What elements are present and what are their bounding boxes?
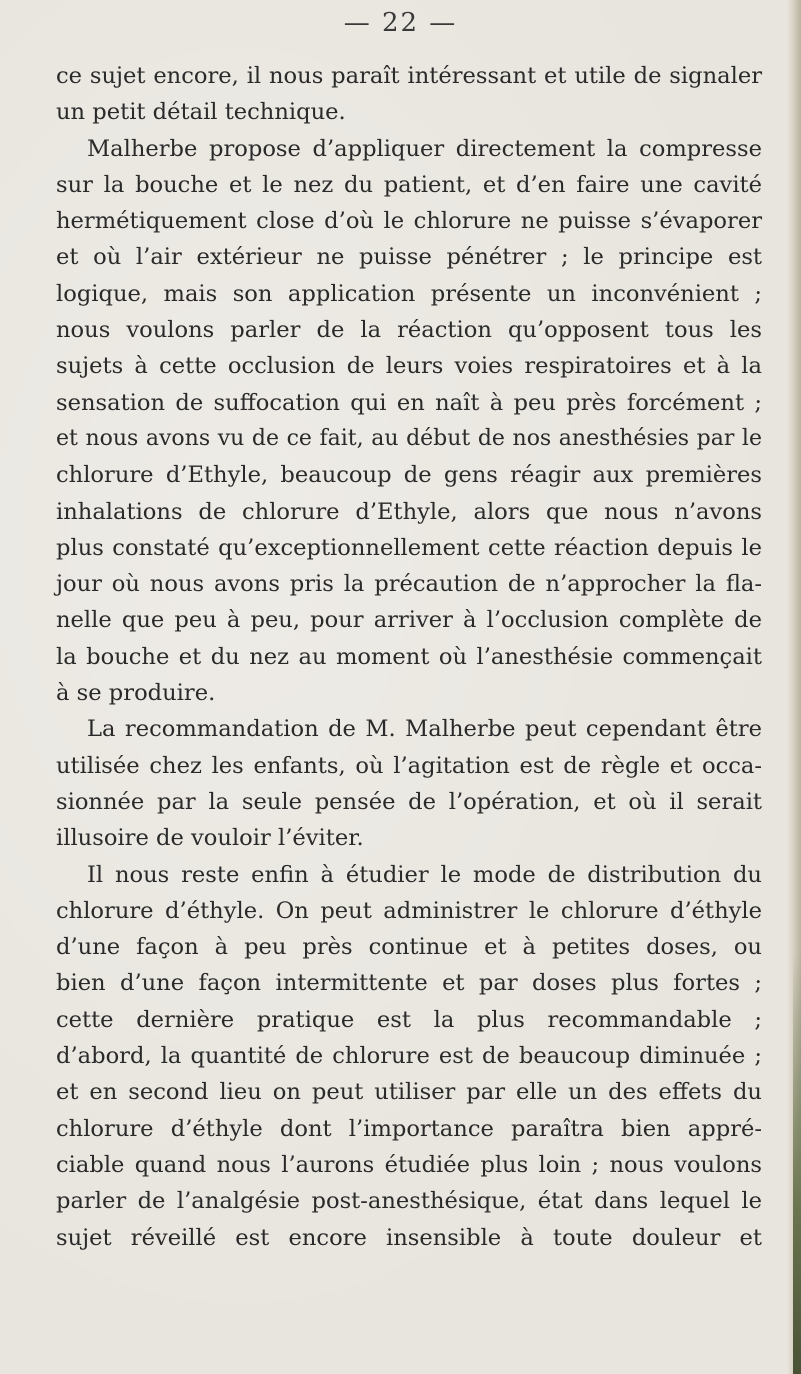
text-line: nelle que peu à peu, pour arriver à l’occlusion complète de bbox=[56, 607, 762, 634]
text-line: jour où nous avons pris la précaution de n’approcher la fla- bbox=[56, 571, 762, 598]
text-line: et nous avons vu de ce fait, au début de nos anesthésies par le bbox=[56, 425, 762, 451]
page-number: — 22 — bbox=[343, 8, 458, 38]
text-line: sensation de suffocation qui en naît à peu près forcément ; bbox=[56, 389, 762, 416]
text-line: d’une façon à peu près continue et à petites doses, ou bbox=[56, 934, 762, 961]
text-line: nous voulons parler de la réaction qu’opposent tous les bbox=[56, 317, 762, 344]
text-line: chlorure d’éthyle. On peut administrer le chlorure d’éthyle bbox=[56, 897, 762, 924]
text-line: sur la bouche et le nez du patient, et d’en faire une cavité bbox=[56, 171, 762, 198]
text-line: logique, mais son application présente un inconvénient ; bbox=[56, 280, 762, 307]
text-line: à se produire. bbox=[56, 680, 216, 707]
text-line: sujet réveillé est encore insensible à toute douleur et bbox=[56, 1224, 762, 1251]
text-line: La recommandation de M. Malherbe peut cependant être bbox=[87, 716, 762, 743]
text-line: d’abord, la quantité de chlorure est de beaucoup diminuée ; bbox=[56, 1043, 762, 1070]
text-line: et où l’air extérieur ne puisse pénétrer ; le principe est bbox=[56, 244, 762, 271]
text-line: chlorure d’éthyle dont l’importance paraîtra bien appré- bbox=[56, 1115, 762, 1142]
text-line: bien d’une façon intermittente et par doses plus fortes ; bbox=[56, 970, 762, 997]
text-line: chlorure d’Ethyle, beaucoup de gens réagir aux premières bbox=[56, 462, 762, 489]
text-line: et en second lieu on peut utiliser par elle un des effets du bbox=[56, 1079, 762, 1106]
text-line: la bouche et du nez au moment où l’anesthésie commençait bbox=[56, 643, 762, 670]
text-line: plus constaté qu’exceptionnellement cette réaction depuis le bbox=[56, 534, 762, 561]
body-text bbox=[56, 58, 762, 1256]
text-line: hermétiquement close d’où le chlorure ne puisse s’évaporer bbox=[56, 208, 762, 235]
text-line: un petit détail technique. bbox=[56, 99, 346, 126]
text-line: Malherbe propose d’appliquer directement la compresse bbox=[87, 135, 762, 162]
text-line: ciable quand nous l’aurons étudiée plus loin ; nous voulons bbox=[56, 1151, 762, 1178]
text-line: parler de l’analgésie post-anesthésique, état dans lequel le bbox=[56, 1188, 762, 1215]
text-line: Il nous reste enfin à étudier le mode de distribution du bbox=[87, 861, 762, 888]
text-line: ce sujet encore, il nous paraît intéressant et utile de signaler bbox=[56, 63, 762, 89]
page-edge-binding bbox=[793, 954, 801, 1374]
text-line: utilisée chez les enfants, où l’agitation est de règle et occa- bbox=[56, 752, 762, 779]
text-line: inhalations de chlorure d’Ethyle, alors que nous n’avons bbox=[56, 498, 762, 525]
text-line: illusoire de vouloir l’éviter. bbox=[56, 825, 364, 852]
text-line: cette dernière pratique est la plus recommandable ; bbox=[56, 1006, 762, 1033]
text-line: sionnée par la seule pensée de l’opération, et où il serait bbox=[56, 788, 762, 815]
text-line: sujets à cette occlusion de leurs voies respiratoires et à la bbox=[56, 353, 762, 380]
